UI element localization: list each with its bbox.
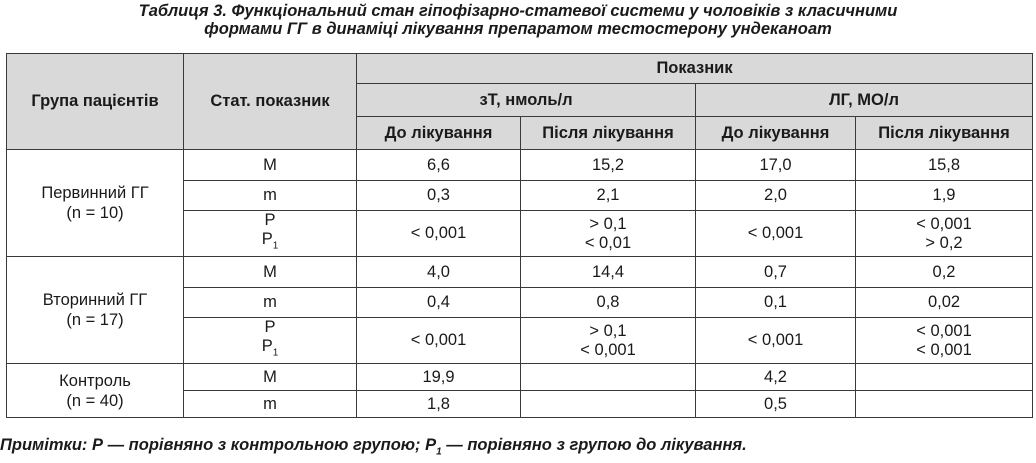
value-cell: 2,1	[521, 181, 696, 211]
value-cell: < 0,001	[696, 318, 856, 364]
group-cell	[7, 257, 184, 364]
value-cell: 0,3	[357, 181, 521, 211]
table-row	[7, 150, 1033, 181]
stat-label	[184, 211, 357, 257]
value-cell: 17,0	[696, 150, 856, 181]
data-table	[6, 53, 1033, 418]
caption-line-1: Таблиця 3. Функціональний стан гіпофізарно-статевої системи у чоловіків з класичними	[138, 2, 898, 20]
table-row	[7, 257, 1033, 288]
value-cell: < 0,001 > 0,2	[856, 211, 1033, 257]
stat-p: P	[264, 318, 276, 337]
group-name: Вторинний ГГ	[42, 291, 148, 309]
group-n: (n = 40)	[66, 391, 124, 410]
value-cell: 0,8	[521, 288, 696, 318]
value-cell: 6,6	[357, 150, 521, 181]
stat-label: M	[184, 364, 357, 391]
value-cell: < 0,001	[357, 211, 521, 257]
stat-p1: $P_1$	[261, 230, 279, 252]
stat-label: M	[184, 150, 357, 181]
table-caption	[0, 2, 1036, 38]
value-cell	[856, 364, 1033, 391]
table-row	[7, 364, 1033, 391]
group-name: Контроль	[59, 371, 131, 390]
header-lh-before: До лікування	[696, 117, 856, 150]
value-cell: 1,8	[357, 391, 521, 418]
value-cell: 4,2	[696, 364, 856, 391]
group-cell	[7, 150, 184, 257]
stat-p1: $P_1$	[261, 337, 279, 359]
value-cell: 15,2	[521, 150, 696, 181]
value-cell: > 0,1 < 0,01	[521, 211, 696, 257]
value-cell: < 0,001 < 0,001	[856, 318, 1033, 364]
group-n: (n = 10)	[66, 204, 124, 222]
caption-line-2: формами ГГ в динаміці лікування препаратом тестостерону ундеканоат	[204, 20, 832, 38]
header-lh: ЛГ, МО/л	[696, 84, 1033, 117]
value-cell	[521, 364, 696, 391]
stat-label: m	[184, 391, 357, 418]
stat-label: m	[184, 181, 357, 211]
header-zt-after: Після лікування	[521, 117, 696, 150]
value-cell: 19,9	[357, 364, 521, 391]
value-cell: 0,2	[856, 257, 1033, 288]
value-cell: < 0,001	[696, 211, 856, 257]
value-cell: 0,1	[696, 288, 856, 318]
value-cell: 4,0	[357, 257, 521, 288]
value-cell: 14,4	[521, 257, 696, 288]
value-cell: 0,02	[856, 288, 1033, 318]
header-indicator: Показник	[357, 54, 1033, 84]
header-lh-after: Після лікування	[856, 117, 1033, 150]
value-cell: > 0,1 < 0,001	[521, 318, 696, 364]
group-name: Первинний ГГ	[41, 184, 149, 202]
group-n: (n = 17)	[66, 311, 124, 329]
value-cell: 0,5	[696, 391, 856, 418]
table-note: Примітки: Р — порівняно з контрольною групою; $Р_1$ — порівняно з групою до лікування.	[0, 436, 747, 458]
stat-label	[184, 318, 357, 364]
group-cell	[7, 364, 184, 418]
header-zt-before: До лікування	[357, 117, 521, 150]
value-cell: 15,8	[856, 150, 1033, 181]
header-row-1	[7, 54, 1033, 84]
value-cell: < 0,001	[357, 318, 521, 364]
stat-p: P	[264, 211, 276, 230]
value-cell: 0,4	[357, 288, 521, 318]
value-cell: 2,0	[696, 181, 856, 211]
value-cell: 0,7	[696, 257, 856, 288]
header-zt: зТ, нмоль/л	[357, 84, 696, 117]
stat-label: m	[184, 288, 357, 318]
header-group: Група пацієнтів	[7, 54, 184, 150]
header-stat: Стат. показник	[184, 54, 357, 150]
value-cell	[856, 391, 1033, 418]
value-cell	[521, 391, 696, 418]
value-cell: 1,9	[856, 181, 1033, 211]
stat-label: M	[184, 257, 357, 288]
